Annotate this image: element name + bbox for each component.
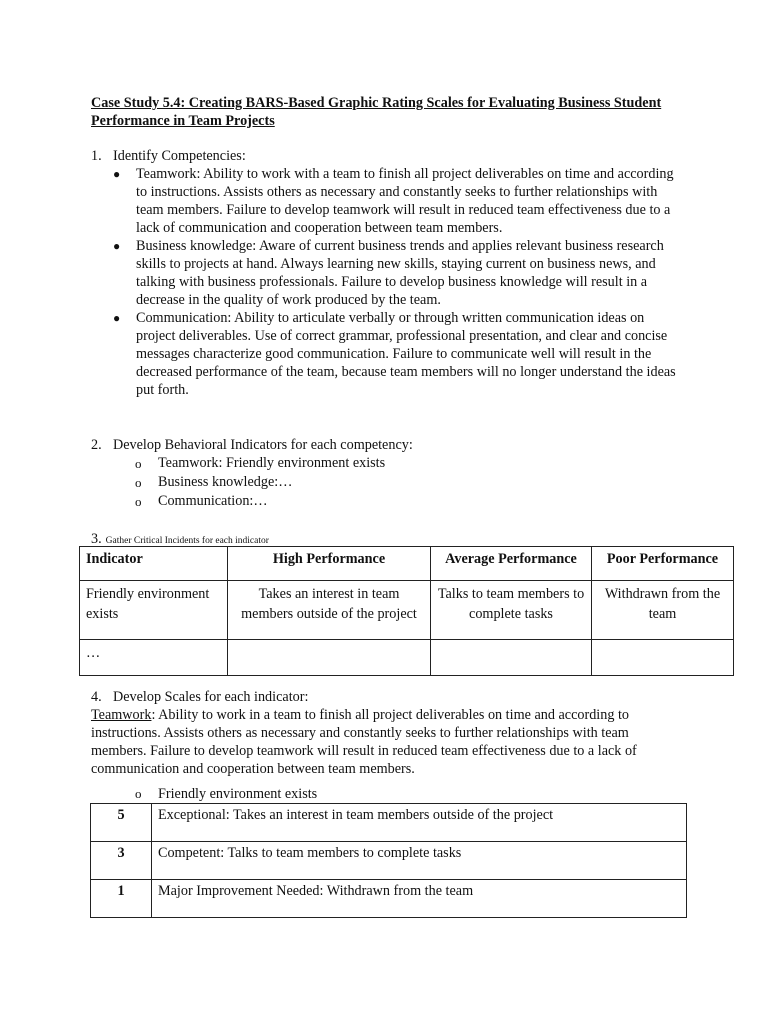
scale-description: Major Improvement Needed: Withdrawn from the team [152,880,687,918]
section4-number: 4. [91,689,102,705]
section2-number: 2. [91,437,102,453]
list-item [113,309,683,399]
section1-number: 1. [91,148,102,164]
table-cell: Withdrawn from the team [592,581,734,640]
competency-teamwork: Teamwork: Ability to work with a team to finish all project deliverables on time and according to instructions. Assists others as necessary and constantly seeks to further relationships with team members. Failure to develop teamwork will result in reduced team effectiveness due to a lack of communication and cooperation between team members. [136,166,674,236]
scale-score: 3 [91,842,152,880]
section1-heading-text: Identify Competencies: [113,148,246,164]
circle-bullet-icon: o [135,494,142,509]
scale-score: 1 [91,880,152,918]
table-cell: Friendly environment exists [80,581,228,640]
teamwork-text: : Ability to work in a team to finish all project deliverables on time and according to instructions. Assists others as necessary and constantly seeks to further relationships with team members. Failure to develop teamwork will result in reduced team effectiveness due to a lack of communication and cooperation between team members. [91,707,637,777]
indicator-list [135,454,535,511]
table-cell [592,640,734,676]
circle-bullet-icon: o [135,786,142,801]
indicator-communication: Communication:… [158,493,268,509]
teamwork-label: Teamwork [91,707,152,723]
bullet-icon: ● [113,311,121,325]
competency-communication: Communication: Ability to articulate verbally or through written communication ideas on project deliverables. Use of correct grammar, professional presentation, and clear and concise messages characterize good communication. Failure to communicate well will result in the decreased performance of the team, because team members will no longer understand the ideas put forth. [136,310,676,398]
bullet-icon: ● [113,167,121,181]
competency-list [113,165,683,399]
scale-indicator [135,785,317,803]
circle-bullet-icon: o [135,475,142,490]
table-row [80,581,734,640]
scale-score: 5 [91,804,152,842]
competency-business-knowledge: Business knowledge: Aware of current business trends and applies relevant business research skills to projects at hand. Always learning new skills, staying current on business news, and talking with business professionals. Failure to develop business knowledge will result in a decrease in the quality of work produced by the team. [136,238,664,308]
list-item [135,492,535,511]
table-cell [431,640,592,676]
list-item [135,473,535,492]
table-cell: Takes an interest in team members outside of the project [228,581,431,640]
table-row [91,880,687,918]
section3-heading-text: Gather Critical Incidents for each indicator [105,536,269,546]
scale-indicator-text: Friendly environment exists [158,786,318,802]
section3-number: 3. [91,531,102,547]
indicator-teamwork: Teamwork: Friendly environment exists [158,455,386,471]
column-header-average: Average Performance [431,547,592,581]
critical-incidents-table [79,546,734,676]
table-row [80,640,734,676]
circle-bullet-icon: o [135,456,142,471]
list-item [113,237,683,309]
case-study-title: Case Study 5.4: Creating BARS-Based Graphic Rating Scales for Evaluating Business Student Performance in Team Projects [91,95,662,129]
column-header-high: High Performance [228,547,431,581]
list-item [135,454,535,473]
section4-heading-text: Develop Scales for each indicator: [113,689,309,705]
list-item [113,165,683,237]
column-header-poor: Poor Performance [592,547,734,581]
section4-heading [91,688,308,706]
table-header-row [80,547,734,581]
indicator-business-knowledge: Business knowledge:… [158,474,293,490]
section2-heading [91,436,413,454]
table-cell [228,640,431,676]
bullet-icon: ● [113,239,121,253]
scale-description: Competent: Talks to team members to complete tasks [152,842,687,880]
rating-scale-table [90,803,687,918]
table-cell: Talks to team members to complete tasks [431,581,592,640]
table-row [91,842,687,880]
column-header-indicator: Indicator [80,547,228,581]
table-row [91,804,687,842]
section2-heading-text: Develop Behavioral Indicators for each competency: [113,437,413,453]
teamwork-definition [91,706,681,778]
table-cell: … [80,640,228,676]
section1-heading [91,147,246,165]
scale-description: Exceptional: Takes an interest in team members outside of the project [152,804,687,842]
